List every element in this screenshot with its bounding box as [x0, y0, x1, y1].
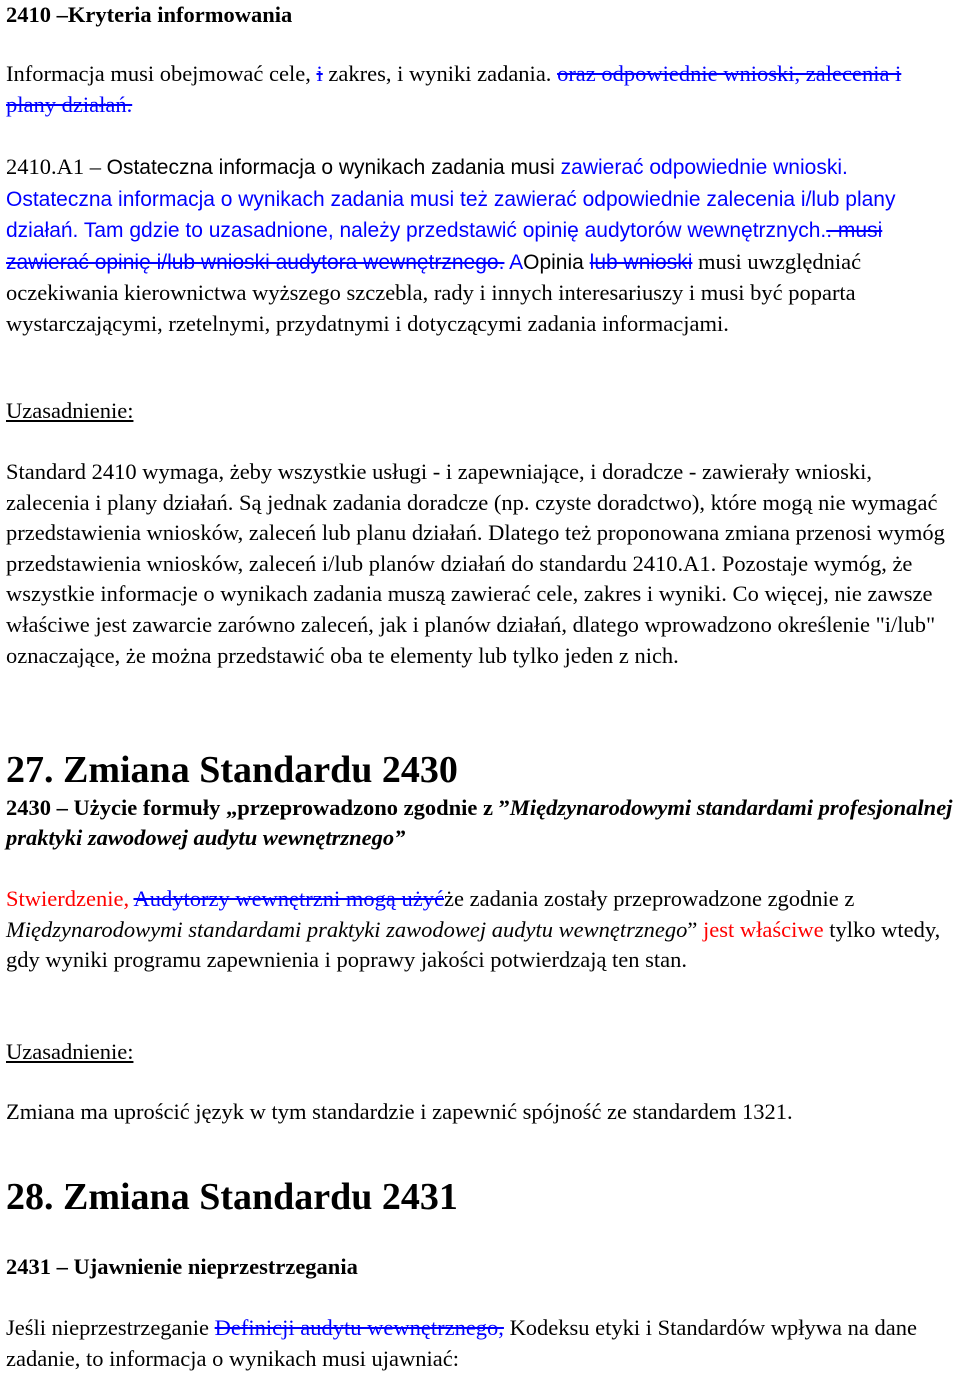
- standard-2430-heading: [6, 793, 956, 853]
- deleted-text: . musi zawierać opinię i/lub wnioski audytora wewnętrznego.: [6, 219, 883, 274]
- text-run: tylko wtedy, gdy wyniki programu zapewnienia i poprawy jakości potwierdzają ten stan.: [6, 916, 941, 973]
- text-run: Opinia: [523, 250, 590, 274]
- text-run: musi uwzględniać oczekiwania kierownictwa wyższego szczebla, rady i innych interesariuszy i musi być poparta wystarczającymi, rzetelnymi, przydatnymi i dotyczącymi zadania informacjami.: [6, 248, 862, 336]
- inserted-text: A: [504, 250, 524, 274]
- deleted-text: lub wnioski: [589, 250, 693, 274]
- text-run: Informacja musi obejmować cele,: [6, 61, 317, 86]
- inserted-text: zawierać odpowiednie wnioski. Ostateczna informacja o wynikach zadania musi też zawierać odpowiednie zalecenia i/lub plany działań. Tam gdzie to uzasadnione, należy przedstawić opinię audytorów wewnętrznych.: [6, 156, 896, 243]
- text-run: Ostateczna informacja o wynikach zadania musi: [106, 156, 561, 179]
- deleted-text: oraz odpowiednie wnioski, zalecenia i plany działań.: [6, 61, 902, 117]
- section-27-title: 27. Zmiana Standardu 2430: [6, 749, 458, 791]
- deleted-text: Audytorzy wewnętrzni mogą użyć: [133, 886, 444, 911]
- italic-text: Międzynarodowymi standardami praktyki zawodowej audytu wewnętrznego: [6, 916, 688, 942]
- inserted-text: jest właściwe: [703, 916, 824, 942]
- heading-run: 2430 – Użycie formuły „przeprowadzono zgodnie z ”: [6, 795, 510, 820]
- deleted-text: Definicji audytu wewnętrznego,: [214, 1315, 504, 1340]
- standard-2431-heading: 2431 – Ujawnienie nieprzestrzegania: [6, 1254, 358, 1279]
- standard-2410-a1-paragraph: [6, 152, 956, 340]
- standard-2410-paragraph: [6, 59, 956, 120]
- justification-heading: Uzasadnienie:: [6, 1039, 134, 1064]
- text-run: 2410.A1 –: [6, 154, 107, 179]
- justification-heading: Uzasadnienie:: [6, 398, 134, 423]
- text-run: zakres, i wyniki zadania.: [322, 61, 558, 86]
- text-run: że zadania zostały przeprowadzone zgodnie z: [444, 886, 855, 911]
- inserted-text: Stwierdzenie,: [6, 886, 134, 911]
- section-28-title: 28. Zmiana Standardu 2431: [6, 1176, 458, 1218]
- heading-run-italic: Międzynarodowymi standardami profesjonalnej praktyki zawodowej audytu wewnętrznego”: [6, 795, 953, 850]
- standard-2430-paragraph: [6, 884, 956, 976]
- deleted-text: i: [316, 61, 323, 86]
- justification-paragraph: Zmiana ma uprościć język w tym standardzie i zapewnić spójność ze standardem 1321.: [6, 1099, 793, 1124]
- standard-2431-paragraph: [6, 1313, 956, 1374]
- text-run: Kodeksu etyki i Standardów wpływa na dane zadanie, to informacja o wynikach musi ujawniać:: [6, 1315, 917, 1371]
- justification-paragraph: Standard 2410 wymaga, żeby wszystkie usługi - i zapewniające, i doradcze - zawierały wnioski, zalecenia i plany działań. Są jednak zadania doradcze (np. czyste doradctwo), które mogą nie wymagać przedstawienia wniosków, zaleceń lub planu działań. Dlatego też proponowana zmiana przenosi wymóg przedstawienia wniosków, zaleceń i/lub planów działań do standardu 2410.A1. Pozostaje wymóg, że wszystkie informacje o wynikach zadania muszą zawierać cele, zakres i wyniki. Co więcej, nie zawsze właściwe jest zawarcie zarówno zaleceń, jak i planów działań, dlatego wprowadzono określenie "i/lub" oznaczające, że można przedstawić oba te elementy lub tylko jeden z nich.: [6, 459, 945, 668]
- standard-2410-heading: 2410 –Kryteria informowania: [6, 2, 293, 27]
- text-run: ”: [687, 916, 704, 942]
- text-run: Jeśli nieprzestrzeganie: [6, 1315, 215, 1340]
